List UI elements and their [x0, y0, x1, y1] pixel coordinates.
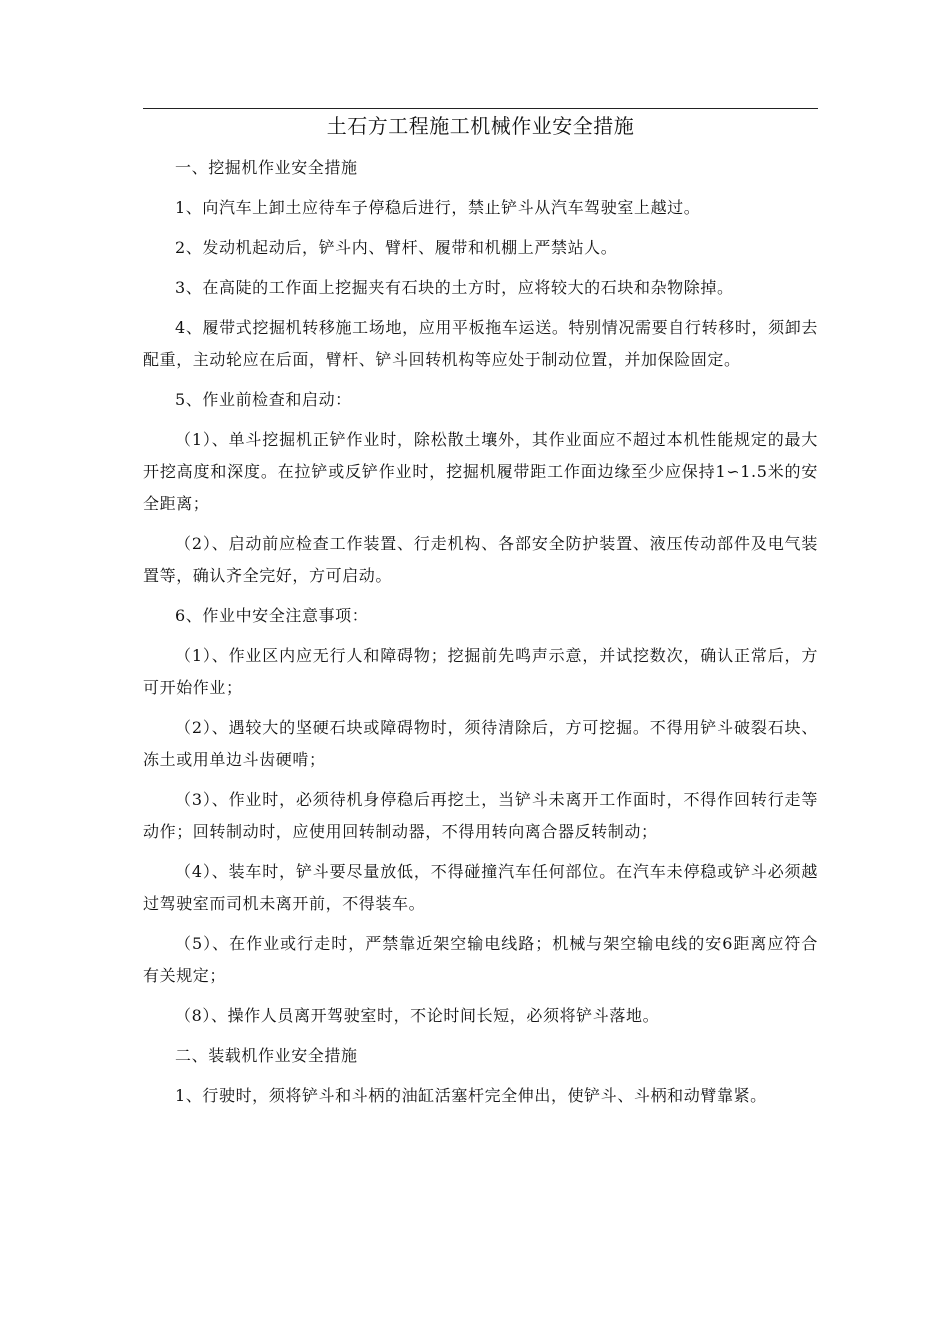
paragraph: 4、履带式挖掘机转移施工场地，应用平板拖车运送。特别情况需要自行转移时，须卸去配重，主动轮应在后面，臂杆、铲斗回转机构等应处于制动位置，并加保险固定。 — [143, 318, 818, 369]
paragraph: （4）、装车时，铲斗要尽量放低，不得碰撞汽车任何部位。在汽车未停稳或铲斗必须越过驾驶室而司机未离开前，不得装车。 — [143, 862, 818, 913]
paragraph: （5）、在作业或行走时，严禁靠近架空输电线路；机械与架空输电线的安6距离应符合有关规定； — [143, 934, 818, 985]
section-heading: 一、挖掘机作业安全措施 — [175, 158, 358, 177]
paragraph: 1、行驶时，须将铲斗和斗柄的油缸活塞杆完全伸出，使铲斗、斗柄和动臂靠紧。 — [175, 1086, 767, 1105]
paragraph: （8）、操作人员离开驾驶室时，不论时间长短，必须将铲斗落地。 — [175, 1006, 660, 1025]
subsection-heading: 6、作业中安全注意事项： — [175, 606, 369, 625]
paragraph: 1、向汽车上卸土应待车子停稳后进行，禁止铲斗从汽车驾驶室上越过。 — [175, 198, 701, 217]
document-page — [143, 0, 818, 1344]
paragraph: （1）、作业区内应无行人和障碍物；挖掘前先鸣声示意，并试挖数次，确认正常后，方可开始作业； — [143, 646, 818, 697]
paragraph: （2）、启动前应检查工作装置、行走机构、各部安全防护装置、液压传动部件及电气装置等，确认齐全完好，方可启动。 — [143, 534, 818, 585]
subsection-heading: 5、作业前检查和启动： — [175, 390, 352, 409]
paragraph: （3）、作业时，必须待机身停稳后再挖土，当铲斗未离开工作面时，不得作回转行走等动作；回转制动时，应使用回转制动器，不得用转向离合器反转制动； — [143, 790, 818, 841]
document-body — [143, 152, 818, 1120]
paragraph: （2）、遇较大的坚硬石块或障碍物时，须待清除后，方可挖掘。不得用铲斗破裂石块、冻土或用单边斗齿硬啃； — [143, 718, 818, 769]
paragraph: 3、在高陡的工作面上挖掘夹有石块的土方时，应将较大的石块和杂物除掉。 — [175, 278, 734, 297]
paragraph: 2、发动机起动后，铲斗内、臂杆、履带和机棚上严禁站人。 — [175, 238, 618, 257]
section-heading: 二、装载机作业安全措施 — [175, 1046, 358, 1065]
document-title: 土石方工程施工机械作业安全措施 — [326, 114, 635, 138]
paragraph: （1）、单斗挖掘机正铲作业时，除松散土壤外，其作业面应不超过本机性能规定的最大开挖高度和深度。在拉铲或反铲作业时，挖掘机履带距工作面边缘至少应保持1∽1.5米的安全距离； — [143, 430, 818, 513]
header-rule — [143, 108, 818, 109]
